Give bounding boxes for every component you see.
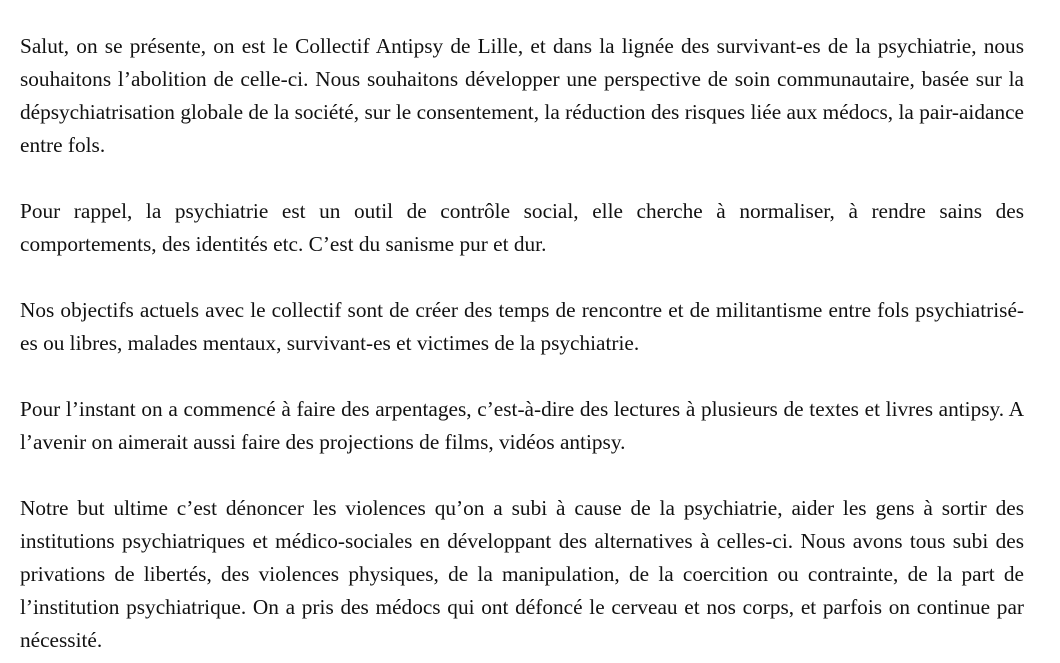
paragraph-ultimate-goal: Notre but ultime c’est dénoncer les violences qu’on a subi à cause de la psychiatrie, aider les gens à sortir des institutions psychiatriques et médico-sociales en développant des alternatives à celles-ci. Nous avons tous subi des privations de libertés, des violences physiques, de la manipulation, de la coercition ou contrainte, de la part de l’institution psychiatrique. On a pris des médocs qui ont défoncé le cerveau et nos corps, et parfois on continue par nécessité. — [20, 496, 1024, 652]
paragraph-activities: Pour l’instant on a commencé à faire des arpentages, c’est-à-dire des lectures à plusieurs de textes et livres antipsy. A l’avenir on aimerait aussi faire des projections de films, vidéos antipsy. — [20, 397, 1024, 454]
document-body — [20, 30, 1024, 657]
paragraph-objectives: Nos objectifs actuels avec le collectif sont de créer des temps de rencontre et de militantisme entre fols psychiatrisé-es ou libres, malades mentaux, survivant-es et victimes de la psychiatrie. — [20, 298, 1024, 355]
paragraph-reminder: Pour rappel, la psychiatrie est un outil de contrôle social, elle cherche à normaliser, à rendre sains des comportements, des identités etc. C’est du sanisme pur et dur. — [20, 199, 1024, 256]
paragraph-introduction: Salut, on se présente, on est le Collectif Antipsy de Lille, et dans la lignée des survivant-es de la psychiatrie, nous souhaitons l’abolition de celle-ci. Nous souhaitons développer une perspective de soin communautaire, basée sur la dépsychiatrisation globale de la société, sur le consentement, la réduction des risques liée aux médocs, la pair-aidance entre fols. — [20, 34, 1024, 157]
